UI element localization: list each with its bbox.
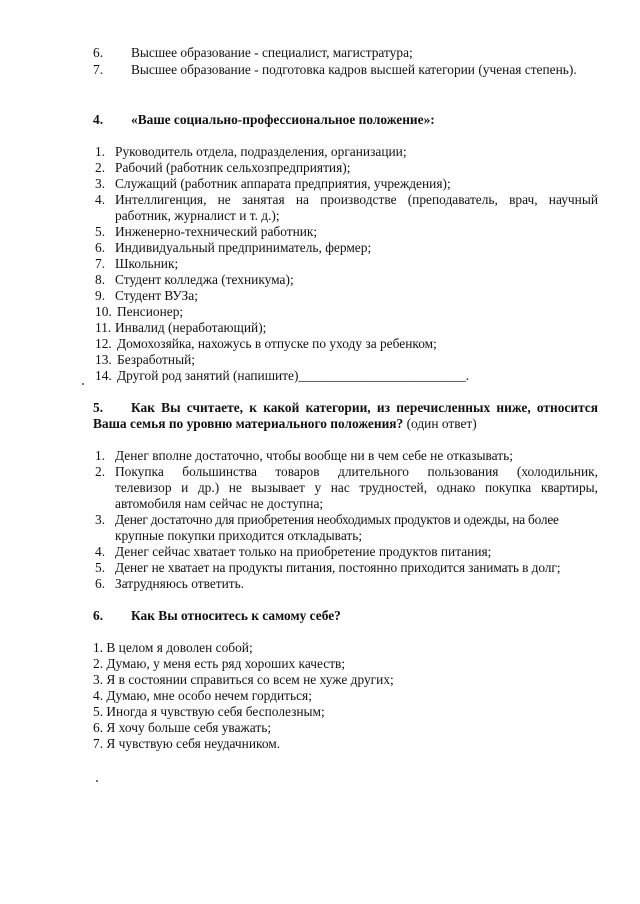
list-number: 3.	[95, 512, 106, 527]
list-text: Студент ВУЗа;	[115, 288, 198, 303]
list-number: 6.	[95, 240, 106, 255]
question-5-heading-line2	[93, 416, 477, 432]
list-item: 2. Думаю, у меня есть ряд хороших качеств;	[93, 656, 346, 671]
question-number: 6.	[93, 608, 104, 623]
list-number: 4.	[95, 544, 106, 559]
list-number: 5.	[95, 560, 106, 575]
question-title: «Ваше социально-профессиональное положение»:	[131, 112, 435, 127]
list-item: 5. Иногда я чувствую себя бесполезным;	[93, 704, 325, 719]
list-text: Инженерно-технический работник;	[115, 224, 318, 239]
question-number: 4.	[93, 112, 104, 127]
list-text: Студент колледжа (техникума);	[115, 272, 294, 287]
list-text: Рабочий (работник сельхозпредприятия);	[115, 160, 351, 175]
list-text: телевизор и др.) не вызывает у нас трудностей, однако покупка квартиры,	[115, 480, 598, 495]
list-number: 3.	[95, 176, 106, 191]
list-number: 13.	[95, 352, 112, 367]
list-text: Школьник;	[115, 256, 179, 271]
list-text: Другой род занятий (напишите)_________________________.	[117, 368, 470, 383]
list-item: 3. Я в состоянии справиться со всем не хуже других;	[93, 672, 394, 687]
list-number: 1.	[95, 448, 106, 463]
list-number: 8.	[95, 272, 106, 287]
question-title: Ваша семья по уровню материального положения?	[93, 416, 404, 431]
list-number: 7.	[95, 256, 106, 271]
list-item: 4. Думаю, мне особо нечем гордиться;	[93, 688, 312, 703]
question-number: 5.	[93, 400, 104, 415]
list-item-continuation	[115, 208, 280, 224]
list-text: Денег не хватает на продукты питания, постоянно приходится занимать в долг;	[115, 560, 561, 575]
list-text: Пенсионер;	[117, 304, 184, 319]
list-text: автомобиля нам сейчас не доступна;	[115, 496, 324, 511]
list-item: 7. Я чувствую себя неудачником.	[93, 736, 281, 751]
list-number: 10.	[95, 304, 112, 319]
list-text: Интеллигенция, не занятая на производстве (преподаватель, врач, научный	[115, 192, 598, 207]
list-text: Служащий (работник аппарата предприятия, учреждения);	[115, 176, 451, 191]
list-number: 6.	[95, 576, 106, 591]
list-text: Руководитель отдела, подразделения, организации;	[115, 144, 407, 159]
question-title: Как Вы относитесь к самому себе?	[131, 608, 341, 623]
list-text: Покупка большинства товаров длительного пользования (холодильник,	[115, 464, 598, 479]
list-text: Высшее образование - специалист, магистратура;	[131, 45, 413, 60]
list-text: Денег сейчас хватает только на приобретение продуктов питания;	[115, 544, 492, 559]
list-text: Денег вполне достаточно, чтобы вообще ни в чем себе не отказывать;	[115, 448, 513, 463]
list-number: 9.	[95, 288, 106, 303]
list-text: Высшее образование - подготовка кадров высшей категории (ученая степень).	[131, 62, 577, 77]
list-number: 6.	[93, 45, 104, 60]
question-note: (один ответ)	[403, 416, 477, 431]
list-text: Индивидуальный предприниматель, фермер;	[115, 240, 372, 255]
list-text: крупные покупки приходится откладывать;	[115, 528, 363, 543]
list-number: 7.	[93, 62, 104, 77]
list-text: Инвалид (неработающий);	[115, 320, 267, 335]
question-title: Как Вы считаете, к какой категории, из перечисленных ниже, относится	[131, 400, 598, 415]
list-number: 1.	[95, 144, 106, 159]
list-number: 11.	[95, 320, 112, 335]
list-text: Домохозяйка, нахожусь в отпуске по уходу за ребенком;	[117, 336, 437, 351]
list-text: Затрудняюсь ответить.	[115, 576, 245, 591]
list-number: 12.	[95, 336, 112, 351]
list-item-continuation	[115, 496, 323, 512]
list-text: работник, журналист и т. д.);	[115, 208, 280, 223]
list-item: 1. В целом я доволен собой;	[93, 640, 253, 655]
list-number: 2.	[95, 464, 106, 479]
scan-speck	[96, 780, 98, 782]
list-item-continuation	[115, 528, 362, 544]
list-number: 5.	[95, 224, 106, 239]
list-number: 4.	[95, 192, 106, 207]
list-text: Денег достаточно для приобретения необходимых продуктов и одежды, на более	[115, 512, 559, 527]
list-number: 2.	[95, 160, 106, 175]
scan-speck	[82, 383, 84, 385]
list-text: Безработный;	[117, 352, 195, 367]
list-item: 6. Я хочу больше себя уважать;	[93, 720, 272, 735]
list-number: 14.	[95, 368, 112, 383]
